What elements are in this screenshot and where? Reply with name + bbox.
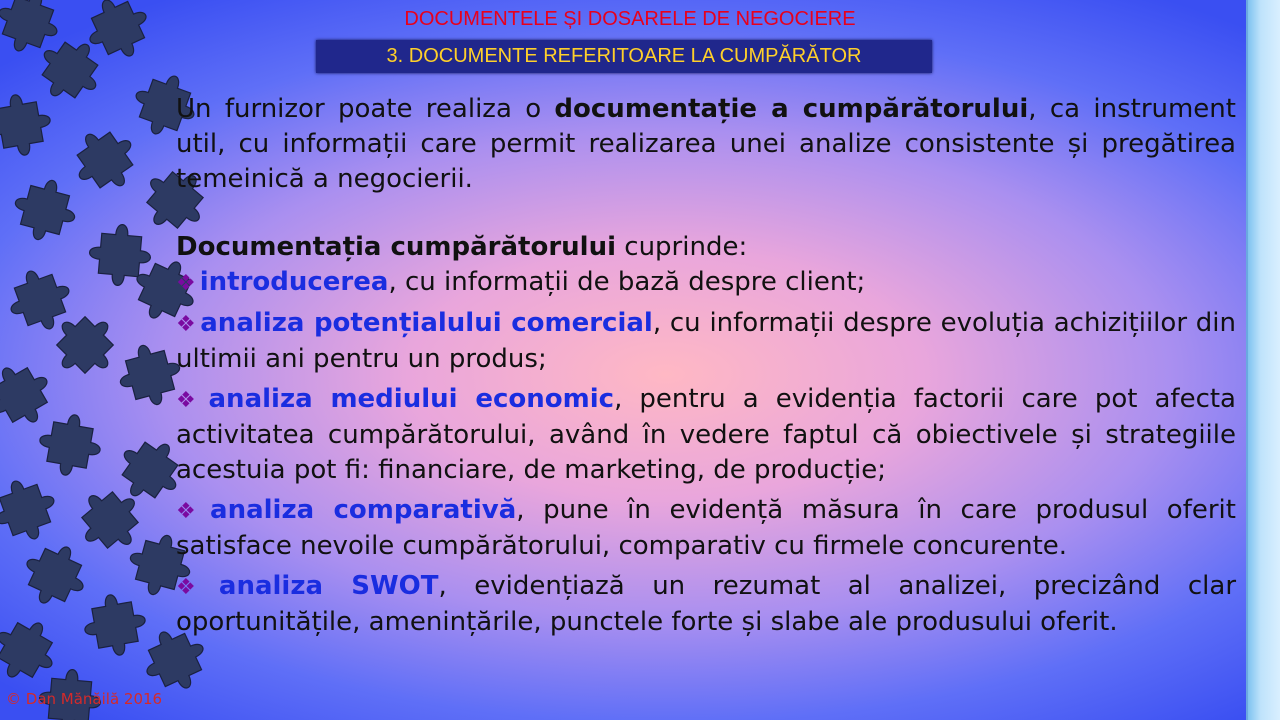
item-keyword: analiza potențialului comercial <box>200 308 653 338</box>
puzzle-piece-icon <box>35 410 106 481</box>
item-text: , pentru a evidenția factorii care pot afecta activitatea cumpărătorului, având în vedere faptul că obiectivele și strategiile acestuia pot fi: financiare, de marketing, de producție; <box>176 384 1236 485</box>
diamond-bullet-icon: ❖ <box>176 271 196 296</box>
intro-before: Un furnizor poate realiza o <box>176 94 555 124</box>
intro-after: , ca instrument util, cu informații care permit realizarea unei analize consistente și pregătirea temeinică a negocierii. <box>176 94 1236 194</box>
contents-heading <box>176 230 1236 265</box>
item-text: , evidențiază un rezumat al analizei, precizând clar oportunitățile, amenințările, punctele forte și slabe ale produsului oferit. <box>176 571 1237 637</box>
slide-subtitle-banner: 3. DOCUMENTE REFERITOARE LA CUMPĂRĂTOR <box>316 40 932 73</box>
list-item <box>176 382 1236 488</box>
intro-bold: documentație a cumpărătorului <box>554 94 1029 124</box>
puzzle-piece-icon <box>77 0 158 69</box>
item-keyword: analiza comparativă <box>210 495 517 525</box>
puzzle-piece-icon <box>0 0 67 61</box>
puzzle-piece-icon <box>80 590 151 661</box>
puzzle-piece-icon <box>14 534 95 615</box>
diamond-bullet-icon: ❖ <box>176 575 215 600</box>
item-keyword: analiza mediului economic <box>208 384 615 414</box>
contents-heading-rest: cuprinde: <box>616 232 748 262</box>
contents-heading-bold: Documentația cumpărătorului <box>176 232 617 262</box>
right-edge-panel <box>1246 0 1280 720</box>
puzzle-piece-icon <box>63 118 148 203</box>
list-item <box>176 493 1236 564</box>
intro-paragraph <box>176 92 1236 197</box>
diamond-bullet-icon: ❖ <box>176 312 197 337</box>
list-item <box>176 265 1236 301</box>
item-text: , cu informații despre evoluția achizițiilor din ultimii ani pentru un produs; <box>176 308 1237 374</box>
item-text: , pune în evidență măsura în care produsul oferit satisface nevoile cumpărătorului, comparativ cu firmele concurente. <box>176 495 1236 561</box>
list-item <box>176 306 1236 377</box>
puzzle-piece-icon <box>0 353 62 436</box>
bullet-list <box>176 265 1236 640</box>
item-keyword: analiza SWOT <box>218 571 439 601</box>
puzzle-piece-icon <box>0 90 55 161</box>
diamond-bullet-icon: ❖ <box>176 499 207 524</box>
puzzle-piece-icon <box>0 471 64 549</box>
item-text: , cu informații de bază despre client; <box>388 267 866 297</box>
slide-content <box>176 92 1236 645</box>
puzzle-piece-icon <box>8 173 83 248</box>
copyright-footer: © Dan Mănăilă 2016 <box>6 690 163 708</box>
diamond-bullet-icon: ❖ <box>176 388 205 413</box>
list-item <box>176 569 1236 640</box>
slide-title: DOCUMENTELE ȘI DOSARELE DE NEGOCIERE <box>404 8 856 30</box>
item-keyword: introducerea <box>199 267 389 297</box>
